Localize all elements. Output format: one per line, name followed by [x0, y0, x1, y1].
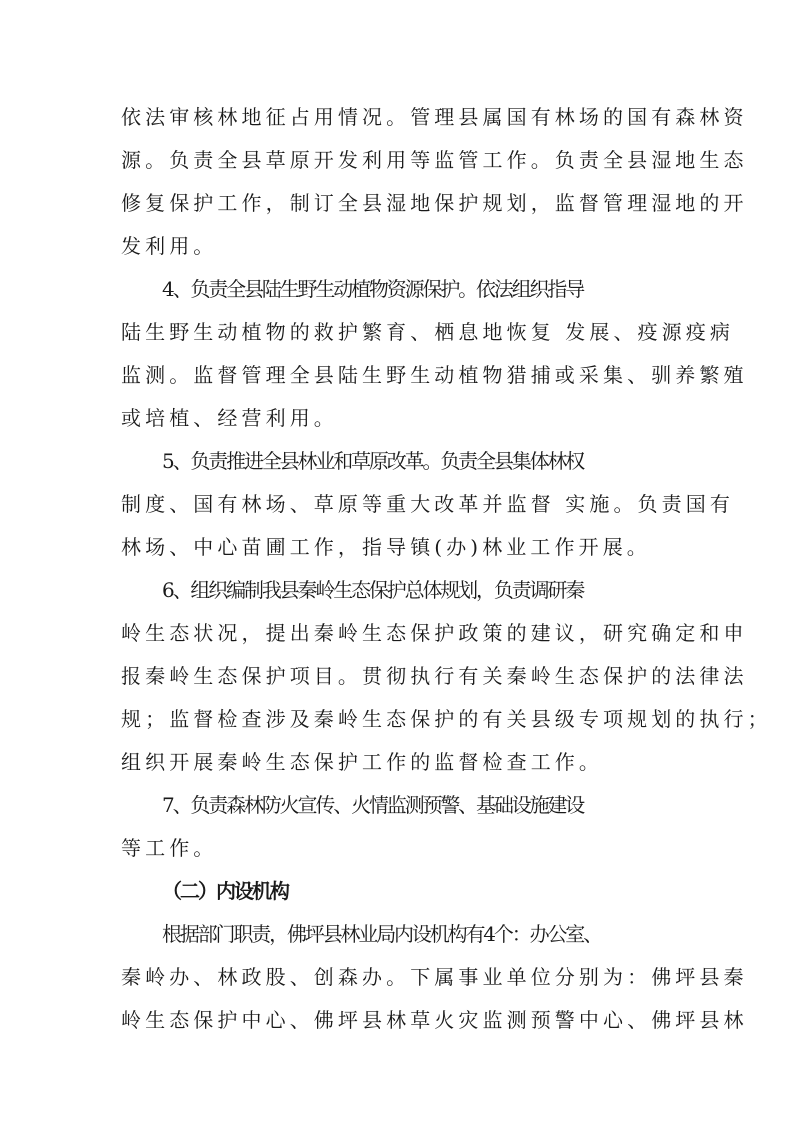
text-line: 源。负责全县草原开发利用等监管工作。负责全县湿地生态 — [121, 148, 748, 172]
text-line: 组织开展秦岭生态保护工作的监督检查工作。 — [121, 750, 603, 774]
text-line: 等工作。 — [121, 836, 218, 860]
text-line: 发利用。 — [121, 234, 218, 258]
text-line: 修复保护工作，制订全县湿地保护规划，监督管理湿地的开 — [121, 191, 748, 215]
text-line: 根据部门职责，佛坪县林业局内设机构有4个：办公室、 — [162, 922, 601, 946]
text-line: 依法审核林地征占用情况。管理县属国有林场的国有森林资 — [121, 105, 748, 129]
text-line: 5、负责推进全县林业和草原改革。负责全县集体林权 — [162, 449, 584, 473]
text-line: 4、负责全县陆生野生动植物资源保护。依法组织指导 — [162, 277, 584, 301]
text-line: 7、负责森林防火宣传、火情监测预警、基础设施建设 — [162, 793, 584, 817]
section-heading: （二）内设机构 — [162, 879, 288, 903]
text-line: 岭生态状况，提出秦岭生态保护政策的建议，研究确定和申 — [121, 621, 748, 645]
text-line: 岭生态保护中心、佛坪县林草火灾监测预警中心、佛坪县林 — [121, 1008, 748, 1032]
text-line: 报秦岭生态保护项目。贯彻执行有关秦岭生态保护的法律法 — [121, 664, 748, 688]
text-line: 制度、国有林场、草原等重大改革并监督 实施。负责国有 — [121, 492, 734, 516]
text-line: 监测。监督管理全县陆生野生动植物猎捕或采集、驯养繁殖 — [121, 363, 748, 387]
text-line: 林场、中心苗圃工作，指导镇(办)林业工作开展。 — [121, 535, 651, 559]
text-line: 或培植、经营利用。 — [121, 406, 338, 430]
text-line: 陆生野生动植物的救护繁育、栖息地恢复 发展、疫源疫病 — [121, 320, 734, 344]
text-line: 规；监督检查涉及秦岭生态保护的有关县级专项规划的执行； — [121, 707, 772, 731]
text-line: 秦岭办、林政股、创森办。下属事业单位分别为：佛坪县秦 — [121, 965, 748, 989]
text-line: 6、组织编制我县秦岭生态保护总体规划，负责调研秦 — [162, 578, 584, 602]
